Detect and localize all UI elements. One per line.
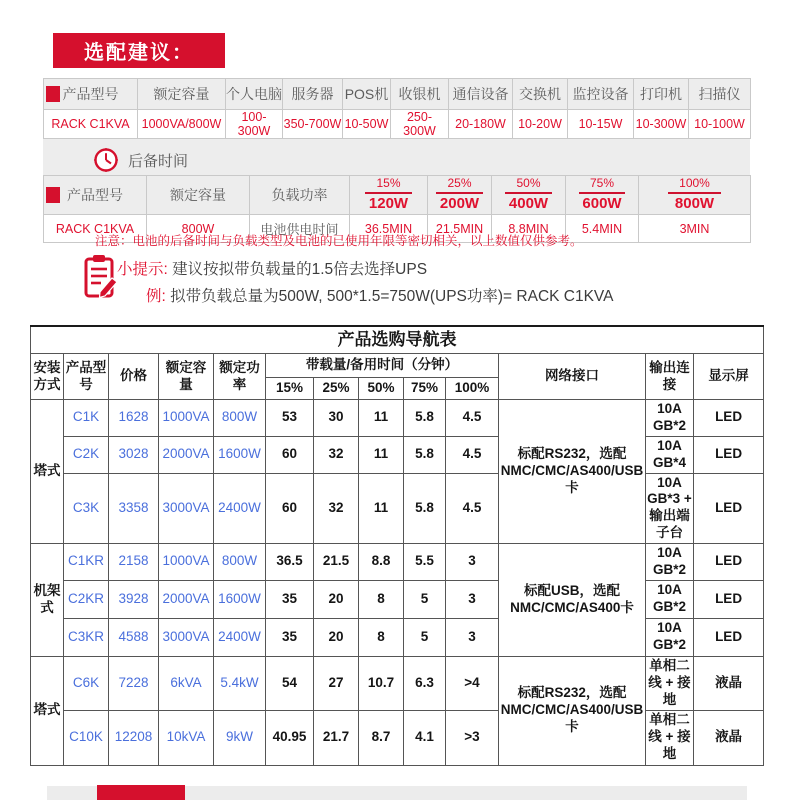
nav-cell-load: 27 [314, 656, 359, 710]
nav-cell-load: 10.7 [359, 656, 404, 710]
nav-cell-load: 5.5 [404, 544, 446, 581]
nav-cell-network-group: 标配USB，选配NMC/CMC/AS400卡 [499, 544, 646, 657]
tip-text: 建议按拟带负载量的1.5倍去选择UPS [172, 261, 428, 278]
device-header-cell: 收银机 [391, 79, 449, 110]
nav-cell-price: 7228 [109, 656, 159, 710]
device-wattage-table [43, 78, 751, 139]
tip-example-label: 例: [146, 288, 166, 305]
nav-header-pct: 25% [314, 378, 359, 400]
nav-cell-load: 40.95 [266, 710, 314, 765]
load-watt: 600W [582, 195, 622, 213]
nav-cell-load: 4.1 [404, 710, 446, 765]
nav-cell-power: 1600W [214, 580, 266, 618]
load-watt: 120W [368, 195, 409, 213]
device-value-cell: 10-20W [513, 110, 568, 139]
nav-cell-install-group: 塔式 [31, 656, 64, 765]
nav-cell-install-group: 塔式 [31, 400, 64, 544]
nav-cell-power: 800W [214, 400, 266, 437]
nav-cell-price: 3028 [109, 436, 159, 473]
backup-header-cell [44, 176, 147, 215]
nav-cell-load: >4 [446, 656, 499, 710]
nav-cell-power: 800W [214, 544, 266, 581]
nav-cell-load: 8.7 [359, 710, 404, 765]
device-header-cell: 服务器 [283, 79, 343, 110]
nav-cell-capacity: 2000VA [159, 580, 214, 618]
nav-cell-model: C3KR [64, 618, 109, 656]
nav-cell-load: 30 [314, 400, 359, 437]
nav-header-pct: 100% [446, 378, 499, 400]
device-value-cell: 1000VA/800W [138, 110, 226, 139]
device-header-cell: POS机 [343, 79, 391, 110]
nav-cell-model: C2K [64, 436, 109, 473]
nav-table-row [31, 400, 764, 437]
backup-load-fraction-cell [428, 176, 492, 215]
nav-cell-model: C1K [64, 400, 109, 437]
nav-cell-output: 10A GB*2 [646, 618, 694, 656]
device-header-cell: 监控设备 [568, 79, 634, 110]
nav-cell-load: 5.8 [404, 436, 446, 473]
red-square-marker-icon [46, 187, 60, 203]
nav-table-row [31, 618, 764, 656]
nav-cell-capacity: 6kVA [159, 656, 214, 710]
load-pct: 50% [505, 177, 551, 194]
nav-cell-load: 60 [266, 473, 314, 544]
recommendation-panel [43, 78, 750, 243]
device-header-label: 产品型号 [62, 86, 119, 102]
nav-cell-load: 21.7 [314, 710, 359, 765]
nav-cell-load: 6.3 [404, 656, 446, 710]
tip-block [117, 257, 613, 306]
nav-header-load: 带载量/备用时间（分钟） [266, 354, 499, 378]
device-table-value-row [44, 110, 751, 139]
load-pct: 25% [436, 177, 482, 194]
nav-cell-model: C1KR [64, 544, 109, 581]
device-header-cell: 交换机 [513, 79, 568, 110]
backup-value-time: 3MIN [639, 215, 751, 243]
nav-table-row [31, 473, 764, 544]
nav-cell-capacity: 3000VA [159, 618, 214, 656]
nav-cell-price: 2158 [109, 544, 159, 581]
backup-header-label: 产品型号 [67, 187, 123, 203]
nav-cell-capacity: 3000VA [159, 473, 214, 544]
nav-cell-load: 20 [314, 618, 359, 656]
nav-cell-price: 12208 [109, 710, 159, 765]
nav-cell-output: 单相二线 + 接地 [646, 710, 694, 765]
nav-cell-load: 54 [266, 656, 314, 710]
nav-cell-display: LED [694, 618, 764, 656]
backup-value-time: 21.5MIN [428, 215, 492, 243]
nav-cell-power: 5.4kW [214, 656, 266, 710]
nav-cell-price: 4588 [109, 618, 159, 656]
nav-cell-load: 11 [359, 436, 404, 473]
nav-cell-load: 21.5 [314, 544, 359, 581]
nav-title-row [31, 326, 764, 354]
nav-header-pct: 75% [404, 378, 446, 400]
backup-table-header-row [44, 176, 751, 215]
device-header-cell: 个人电脑 [226, 79, 283, 110]
backup-value-time: 36.5MIN [350, 215, 428, 243]
nav-cell-load: 3 [446, 618, 499, 656]
load-pct: 15% [365, 177, 411, 194]
backup-load-fraction-cell [492, 176, 566, 215]
nav-cell-load: 4.5 [446, 436, 499, 473]
nav-cell-price: 3928 [109, 580, 159, 618]
nav-cell-power: 2400W [214, 473, 266, 544]
backup-time-title: 后备时间 [128, 152, 189, 170]
device-value-cell: 10-15W [568, 110, 634, 139]
nav-cell-load: 53 [266, 400, 314, 437]
backup-load-fraction-cell [639, 176, 751, 215]
backup-value-model: RACK C1KVA [44, 215, 147, 243]
device-header-cell [44, 79, 138, 110]
nav-cell-load: 36.5 [266, 544, 314, 581]
device-header-cell: 额定容量 [138, 79, 226, 110]
nav-cell-capacity: 10kVA [159, 710, 214, 765]
nav-header-model: 产品型号 [64, 354, 109, 400]
nav-cell-load: 11 [359, 473, 404, 544]
nav-cell-load: 5 [404, 580, 446, 618]
nav-cell-load: 5.8 [404, 400, 446, 437]
nav-cell-capacity: 1000VA [159, 400, 214, 437]
nav-cell-display: LED [694, 473, 764, 544]
nav-cell-load: 32 [314, 473, 359, 544]
nav-cell-load: 20 [314, 580, 359, 618]
nav-cell-display: LED [694, 544, 764, 581]
nav-cell-network-group: 标配RS232，选配NMC/CMC/AS400/USB卡 [499, 656, 646, 765]
load-pct: 75% [579, 177, 625, 194]
nav-cell-output: 10A GB*2 [646, 580, 694, 618]
nav-table-row [31, 710, 764, 765]
nav-cell-price: 1628 [109, 400, 159, 437]
nav-header-pct: 15% [266, 378, 314, 400]
nav-cell-load: 8.8 [359, 544, 404, 581]
device-value-cell: 10-300W [634, 110, 689, 139]
nav-cell-capacity: 1000VA [159, 544, 214, 581]
load-watt: 400W [508, 195, 549, 213]
nav-header-network: 网络接口 [499, 354, 646, 400]
nav-cell-load: 35 [266, 618, 314, 656]
tip-label: 小提示: [117, 261, 168, 278]
nav-cell-output: 10A GB*3 + 输出端子台 [646, 473, 694, 544]
nav-cell-output: 单相二线 + 接地 [646, 656, 694, 710]
nav-cell-load: 5.8 [404, 473, 446, 544]
nav-table-row [31, 544, 764, 581]
nav-table-title: 产品选购导航表 [31, 326, 764, 354]
nav-cell-display: LED [694, 400, 764, 437]
backup-value-capacity: 800W [147, 215, 250, 243]
nav-cell-load: 60 [266, 436, 314, 473]
nav-cell-load: 4.5 [446, 473, 499, 544]
section-title-chip: 选配建议： [53, 33, 225, 68]
nav-table-row [31, 436, 764, 473]
nav-cell-load: 8 [359, 618, 404, 656]
load-pct: 100% [668, 177, 721, 194]
load-watt: 800W [674, 195, 715, 213]
device-table-header-row [44, 79, 751, 110]
nav-cell-output: 10A GB*2 [646, 544, 694, 581]
nav-cell-model: C6K [64, 656, 109, 710]
tip-line-2 [117, 284, 613, 306]
device-value-cell: 10-50W [343, 110, 391, 139]
red-square-marker-icon [46, 86, 60, 102]
device-value-cell: RACK C1KVA [44, 110, 138, 139]
backup-value-time: 5.4MIN [566, 215, 639, 243]
nav-header-row-1 [31, 354, 764, 378]
nav-cell-output: 10A GB*2 [646, 400, 694, 437]
nav-header-display: 显示屏 [694, 354, 764, 400]
backup-value-time: 8.8MIN [492, 215, 566, 243]
next-section-bar [47, 786, 747, 800]
nav-cell-load: 3 [446, 580, 499, 618]
backup-time-band [43, 145, 750, 175]
nav-cell-display: LED [694, 436, 764, 473]
nav-cell-load: >3 [446, 710, 499, 765]
nav-cell-load: 32 [314, 436, 359, 473]
tip-line-1 [117, 257, 613, 279]
nav-table-row [31, 656, 764, 710]
nav-cell-model: C2KR [64, 580, 109, 618]
device-value-cell: 350-700W [283, 110, 343, 139]
nav-header-pct: 50% [359, 378, 404, 400]
nav-cell-output: 10A GB*4 [646, 436, 694, 473]
nav-cell-capacity: 2000VA [159, 436, 214, 473]
nav-header-price: 价格 [109, 354, 159, 400]
nav-cell-model: C3K [64, 473, 109, 544]
device-header-cell: 扫描仪 [689, 79, 751, 110]
backup-load-fraction-cell [566, 176, 639, 215]
nav-header-install: 安装方式 [31, 354, 64, 400]
load-watt: 200W [439, 195, 480, 213]
backup-load-fraction-cell [350, 176, 428, 215]
nav-table-row [31, 580, 764, 618]
nav-cell-load: 3 [446, 544, 499, 581]
nav-cell-price: 3358 [109, 473, 159, 544]
nav-cell-load: 11 [359, 400, 404, 437]
backup-header-cell: 负载功率 [250, 176, 350, 215]
nav-cell-network-group: 标配RS232，选配NMC/CMC/AS400/USB卡 [499, 400, 646, 544]
nav-cell-load: 8 [359, 580, 404, 618]
nav-header-power: 额定功率 [214, 354, 266, 400]
backup-value-load-label: 电池供电时间 [250, 215, 350, 243]
device-value-cell: 250-300W [391, 110, 449, 139]
tip-example-text: 拟带负载总量为500W, 500*1.5=750W(UPS功率)= RACK C1KVA [170, 288, 614, 305]
nav-cell-load: 5 [404, 618, 446, 656]
nav-cell-display: 液晶 [694, 656, 764, 710]
nav-cell-power: 2400W [214, 618, 266, 656]
nav-cell-power: 1600W [214, 436, 266, 473]
device-value-cell: 10-100W [689, 110, 751, 139]
nav-cell-load: 4.5 [446, 400, 499, 437]
device-value-cell: 100-300W [226, 110, 283, 139]
nav-cell-display: 液晶 [694, 710, 764, 765]
nav-cell-load: 35 [266, 580, 314, 618]
product-navigation-table [30, 325, 764, 766]
nav-cell-power: 9kW [214, 710, 266, 765]
clock-icon [93, 147, 119, 173]
battery-note: 注意：电池的后备时间与负载类型及电池的已使用年限等密切相关，以上数值仅供参考。 [95, 234, 583, 248]
device-value-cell: 20-180W [449, 110, 513, 139]
clipboard-pen-icon [84, 254, 118, 305]
device-header-cell: 通信设备 [449, 79, 513, 110]
nav-cell-model: C10K [64, 710, 109, 765]
nav-header-capacity: 额定容量 [159, 354, 214, 400]
device-header-cell: 打印机 [634, 79, 689, 110]
next-section-red-chip [97, 785, 185, 800]
nav-cell-display: LED [694, 580, 764, 618]
nav-header-output: 输出连接 [646, 354, 694, 400]
nav-cell-install-group: 机架式 [31, 544, 64, 657]
backup-header-cell: 额定容量 [147, 176, 250, 215]
